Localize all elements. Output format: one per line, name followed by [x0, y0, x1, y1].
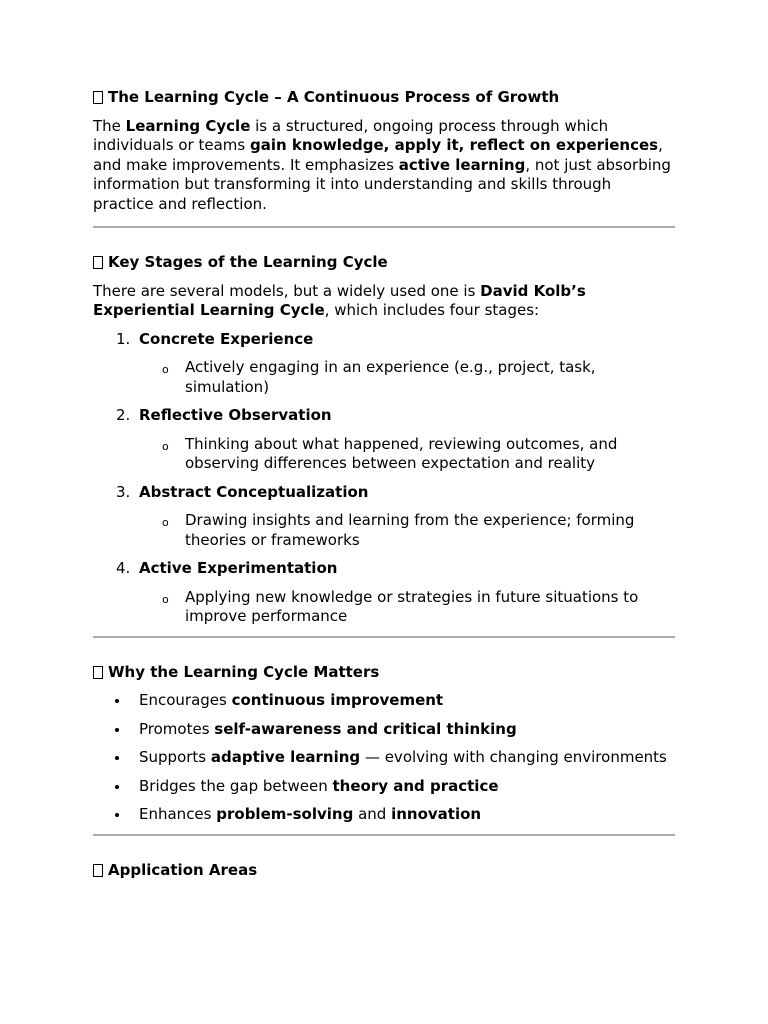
detail-text: Drawing insights and learning from the experience; forming theories or frameworks	[185, 511, 635, 549]
missing-glyph-icon	[93, 864, 103, 877]
stage-title: Concrete Experience	[139, 329, 314, 348]
missing-glyph-icon	[93, 91, 103, 104]
bold-text: problem-solving	[216, 805, 354, 823]
bullet-icon	[115, 756, 119, 760]
bold-text: theory and practice	[332, 776, 499, 795]
stage-detail	[139, 435, 675, 474]
list-item	[93, 720, 675, 740]
text: Promotes	[139, 719, 215, 738]
section-heading	[93, 88, 675, 108]
stage-item	[93, 483, 675, 551]
detail-text: Thinking about what happened, reviewing outcomes, and observing differences between expectation and reality	[185, 434, 618, 472]
sub-bullet: o	[162, 363, 169, 376]
stage-detail	[139, 358, 675, 397]
text: , and make improvements. It emphasizes	[93, 136, 663, 174]
list-number: 1.	[116, 329, 131, 348]
bullet-icon	[115, 699, 119, 703]
stage-item	[93, 559, 675, 627]
sub-bullet: o	[162, 592, 169, 606]
bold-text: gain knowledge, apply it, reflect on experiences	[250, 136, 659, 154]
bold-text: continuous improvement	[231, 691, 444, 709]
list-item	[93, 777, 675, 797]
text: Enhances	[139, 805, 217, 823]
bullet-icon	[115, 728, 119, 732]
list-item	[93, 748, 675, 768]
section-learning-cycle	[93, 88, 675, 228]
list-number: 4.	[116, 559, 131, 577]
text: , not just absorbing information but transforming it into understanding and skills through practice and reflection.	[93, 155, 671, 213]
section-divider	[93, 636, 675, 638]
heading-text: Why the Learning Cycle Matters	[108, 662, 380, 681]
stage-title: Reflective Observation	[139, 406, 332, 424]
missing-glyph-icon	[93, 666, 103, 679]
sub-bullet: o	[162, 439, 169, 453]
section-key-stages	[93, 253, 675, 638]
stage-item	[93, 330, 675, 398]
bold-text: David Kolb’s Experiential Learning Cycle	[93, 281, 586, 319]
list-item	[93, 805, 675, 825]
section-heading	[93, 663, 675, 683]
bold-text: innovation	[391, 805, 482, 823]
missing-glyph-icon	[93, 256, 103, 269]
section-divider	[93, 226, 675, 228]
text: The	[93, 116, 126, 135]
benefits-list	[93, 691, 675, 825]
list-item	[93, 691, 675, 711]
text: is a structured, ongoing process through which individuals or teams	[93, 116, 609, 154]
stage-title: Active Experimentation	[139, 559, 338, 577]
bold-text: Learning Cycle	[125, 116, 251, 135]
document-content	[93, 86, 675, 889]
bullet-icon	[115, 785, 119, 789]
stage-detail-list	[139, 358, 675, 397]
list-number: 3.	[116, 482, 131, 501]
section-application-areas	[93, 861, 675, 881]
text: — evolving with changing environments	[360, 748, 667, 766]
section-divider	[93, 834, 675, 836]
heading-text: The Learning Cycle – A Continuous Process of Growth	[108, 88, 560, 106]
text: , which includes four stages:	[324, 301, 540, 319]
section-heading	[93, 861, 675, 881]
stages-list	[93, 330, 675, 627]
stage-title: Abstract Conceptualization	[139, 482, 369, 501]
bold-text: self-awareness and critical thinking	[214, 719, 517, 738]
heading-text: Application Areas	[108, 860, 258, 879]
list-number: 2.	[116, 406, 131, 424]
intro-paragraph	[93, 117, 675, 215]
text: Bridges the gap between	[139, 776, 333, 795]
stage-detail-list	[139, 435, 675, 474]
text: Supports	[139, 748, 211, 766]
text: and	[353, 805, 392, 823]
section-heading	[93, 253, 675, 273]
detail-text: Applying new knowledge or strategies in future situations to improve performance	[185, 587, 639, 625]
stage-detail-list	[139, 511, 675, 550]
stages-intro	[93, 282, 675, 321]
text: Encourages	[139, 691, 232, 709]
bold-text: active learning	[398, 155, 526, 174]
section-why-matters	[93, 663, 675, 836]
bullet-icon	[115, 813, 119, 817]
bold-text: adaptive learning	[210, 748, 361, 766]
stage-detail-list	[139, 588, 675, 627]
sub-bullet: o	[162, 516, 169, 529]
detail-text: Actively engaging in an experience (e.g., project, task, simulation)	[185, 358, 596, 396]
heading-text: Key Stages of the Learning Cycle	[108, 253, 388, 271]
stage-item	[93, 406, 675, 474]
stage-detail	[139, 588, 675, 627]
text: There are several models, but a widely used one is	[93, 281, 481, 300]
stage-detail	[139, 511, 675, 550]
